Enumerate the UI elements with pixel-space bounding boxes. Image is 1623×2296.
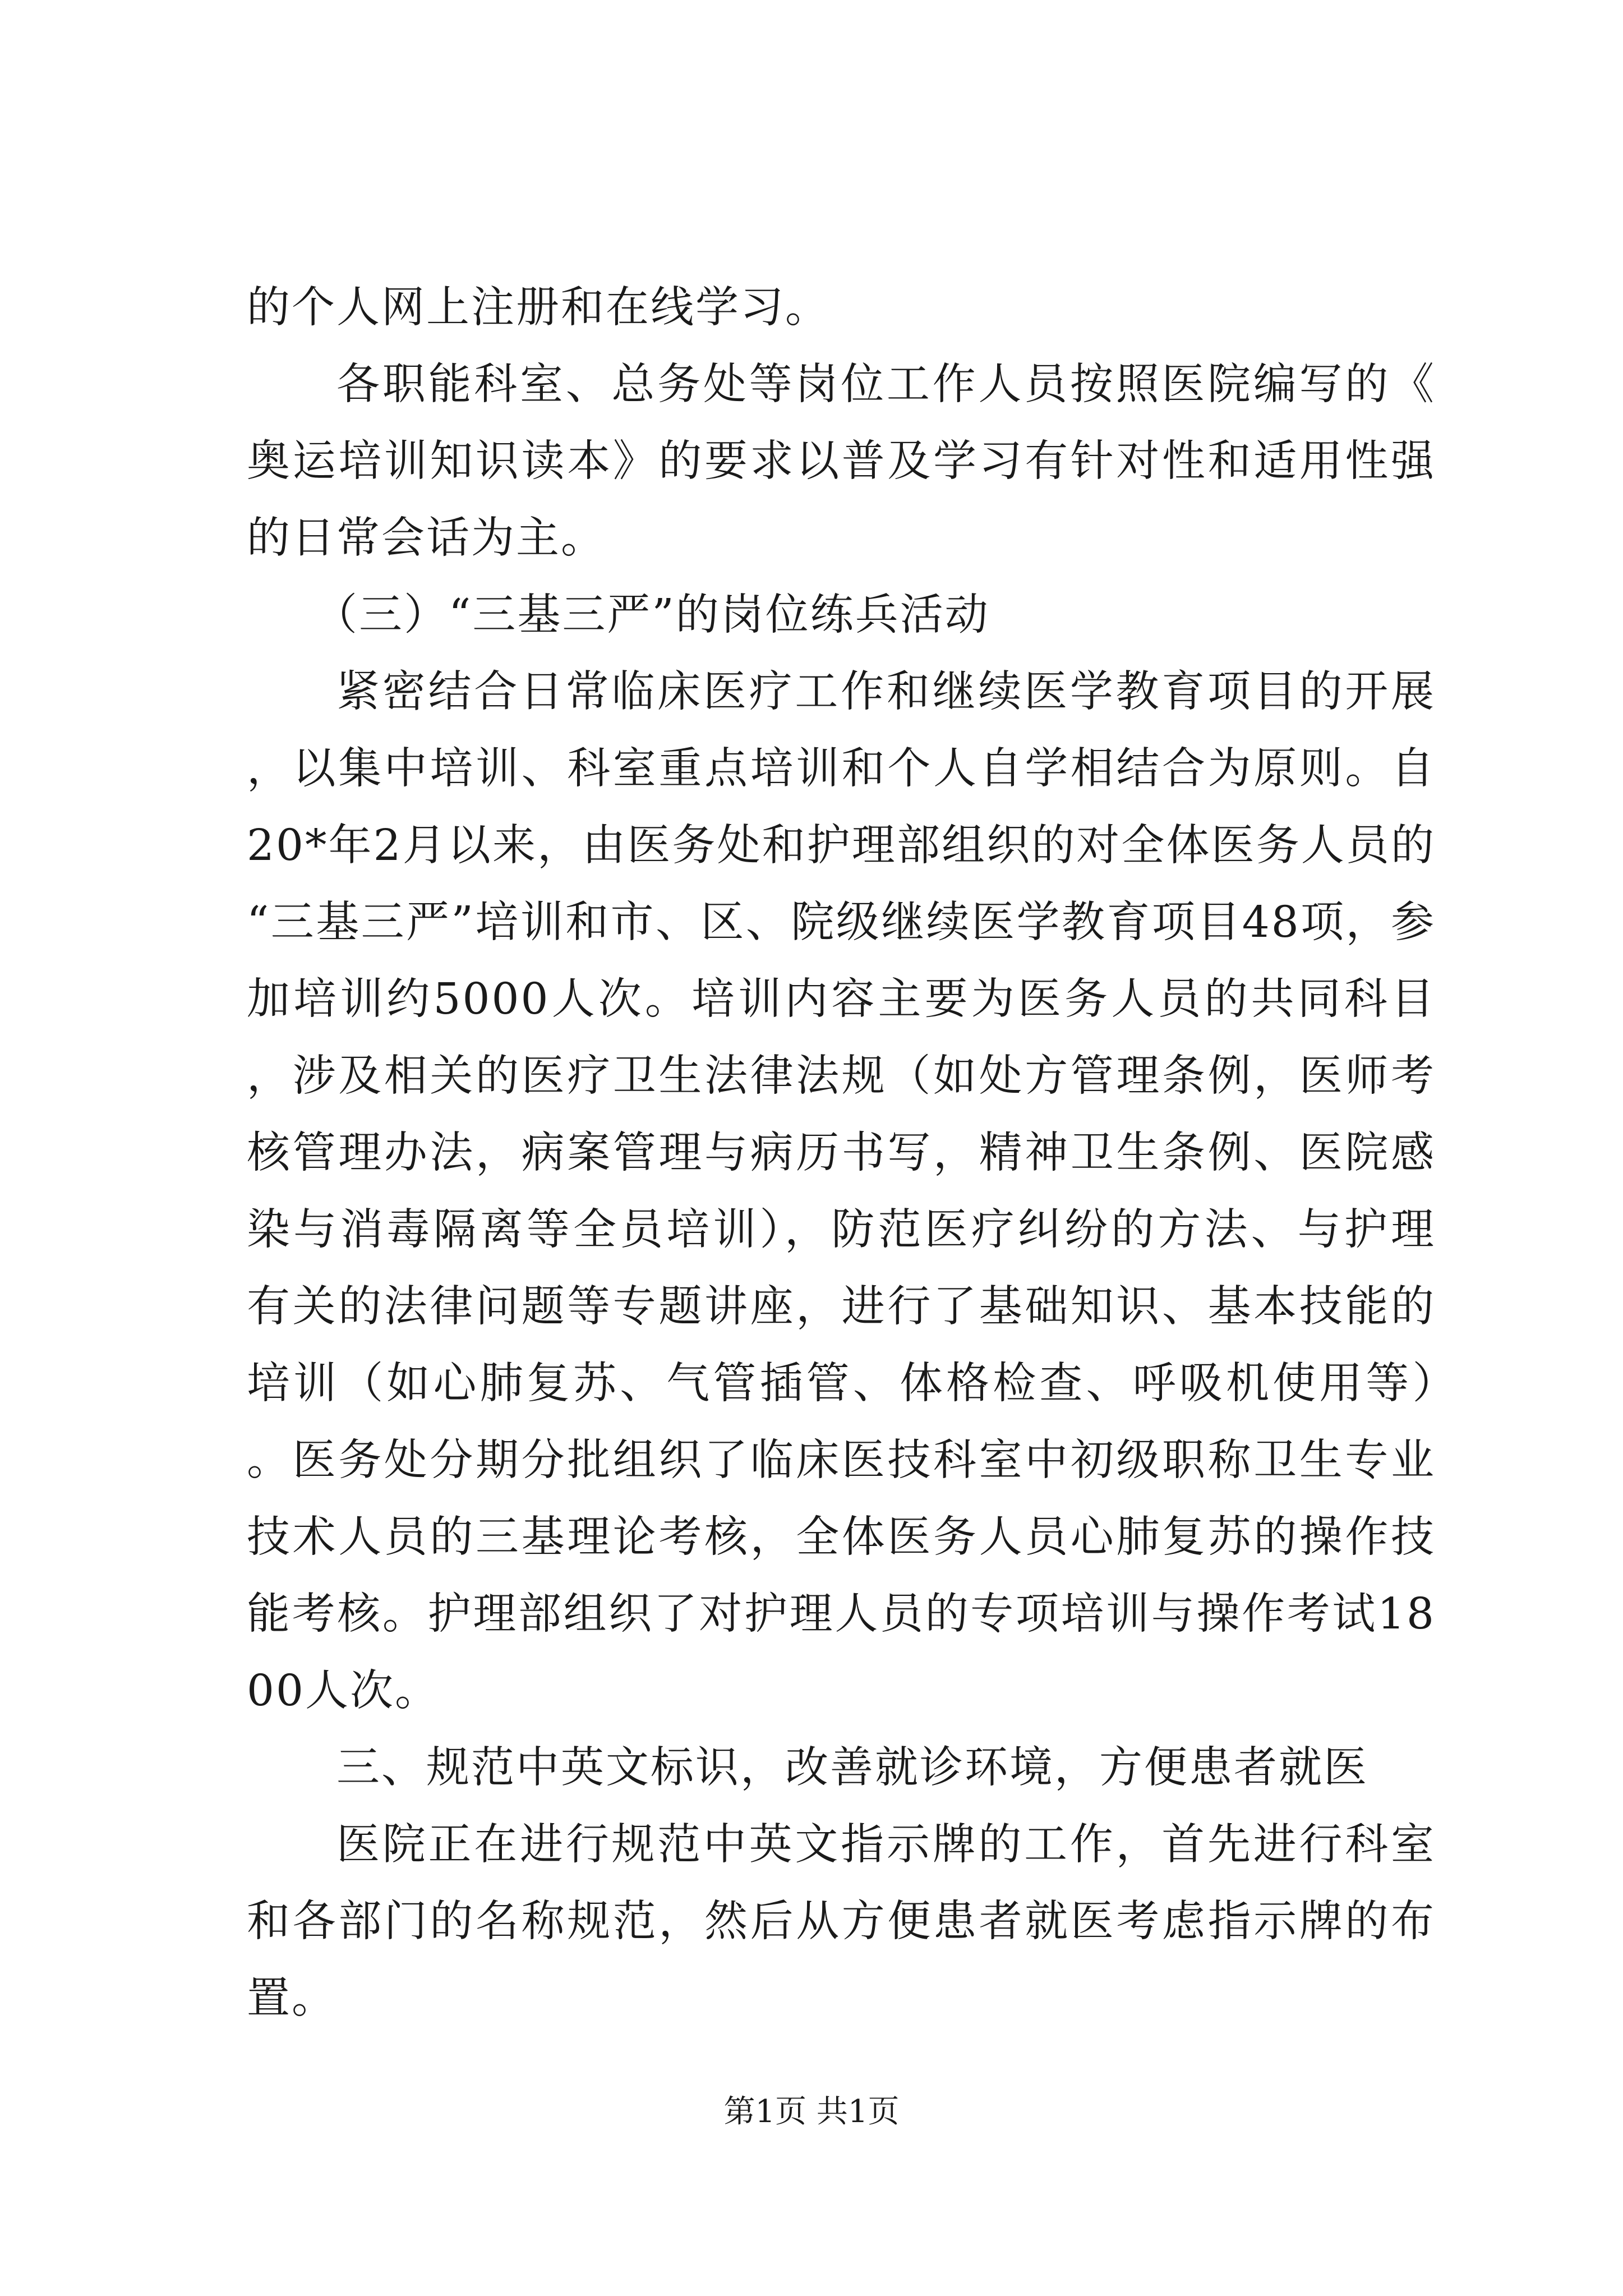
page-footer: 第1页 共1页 — [723, 2093, 900, 2130]
paragraph-continuation: 的个人网上注册和在线学习。 — [247, 283, 830, 333]
paragraph-training-details: 紧密结合日常临床医疗工作和继续医学教育项目的开展，以集中培训、科室重点培训和个人自学相结合为原则。自20*年2月以来，由医务处和护理部组织的对全体医务人员的“三基三严”培训和市、区、院级继续医学教育项目48项，参加培训约5000人次。培训内容主要为医务人员的共同科目，涉及相关的医疗卫生法律法规（如处方管理条例，医师考核管理办法，病案管理与病历书写，精神卫生条例、医院感染与消毒隔离等全员培训），防范医疗纠纷的方法、与护理有关的法律问题等专题讲座，进行了基础知识、基本技能的培训（如心肺复苏、气管插管、体格检查、呼吸机使用等）。医务处分期分批组织了临床医技科室中初级职称卫生专业技术人员的三基理论考核，全体医务人员心肺复苏的操作技能考核。护理部组织了对护理人员的专项培训与操作考试1800人次。 — [247, 667, 1436, 1716]
paragraph-signage: 医院正在进行规范中英文指示牌的工作，首先进行科室和各部门的名称规范，然后从方便患者就医考虑指示牌的布置。 — [247, 1820, 1436, 2023]
section-heading-signage: 三、规范中英文标识，改善就诊环境，方便患者就医 — [336, 1743, 1368, 1793]
paragraph-staff-training: 各职能科室、总务处等岗位工作人员按照医院编写的《奥运培训知识读本》的要求以普及学习有针对性和适用性强的日常会话为主。 — [247, 360, 1436, 563]
section-heading-three-basics: （三）“三基三严”的岗位练兵活动 — [314, 590, 990, 640]
document-body — [247, 247, 1436, 2037]
